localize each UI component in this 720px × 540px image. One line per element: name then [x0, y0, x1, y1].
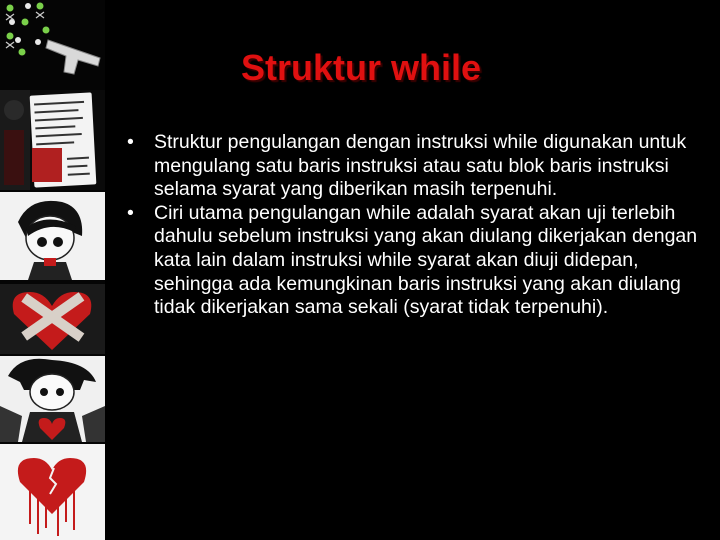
bullet-text: Struktur pengulangan dengan instruksi while digunakan untuk mengulang satu baris instruksi atau satu blok baris instruksi selama syarat yang diberikan masih terpenuhi.: [154, 131, 687, 201]
bullet-list: [127, 131, 707, 320]
bullet-text: Ciri utama pengulangan while adalah syarat akan uji terlebih dahulu sebelum instruksi yang akan diulang dikerjakan dengan kata lain dalam instruksi while syarat akan diuji didepan, sehingga ada kemungkinan baris instruksi yang akan diulang tidak dikerjakan sama sekali (syarat tidak terpenuhi).: [154, 201, 698, 319]
bullet-marker: •: [127, 131, 134, 153]
bullet-item: [127, 131, 707, 202]
decorative-strip: [0, 0, 105, 540]
handwritten-note-image: [0, 90, 105, 190]
bandaged-heart-image: [0, 284, 105, 354]
boy-holding-heart-image: [0, 356, 105, 442]
bullet-marker: •: [127, 201, 134, 224]
slide-title: Struktur while: [240, 47, 482, 88]
skulls-and-gun-image: [0, 0, 105, 88]
bullet-item: [127, 202, 707, 320]
dripping-heart-image: [0, 444, 105, 540]
emo-character-image: [0, 192, 105, 280]
